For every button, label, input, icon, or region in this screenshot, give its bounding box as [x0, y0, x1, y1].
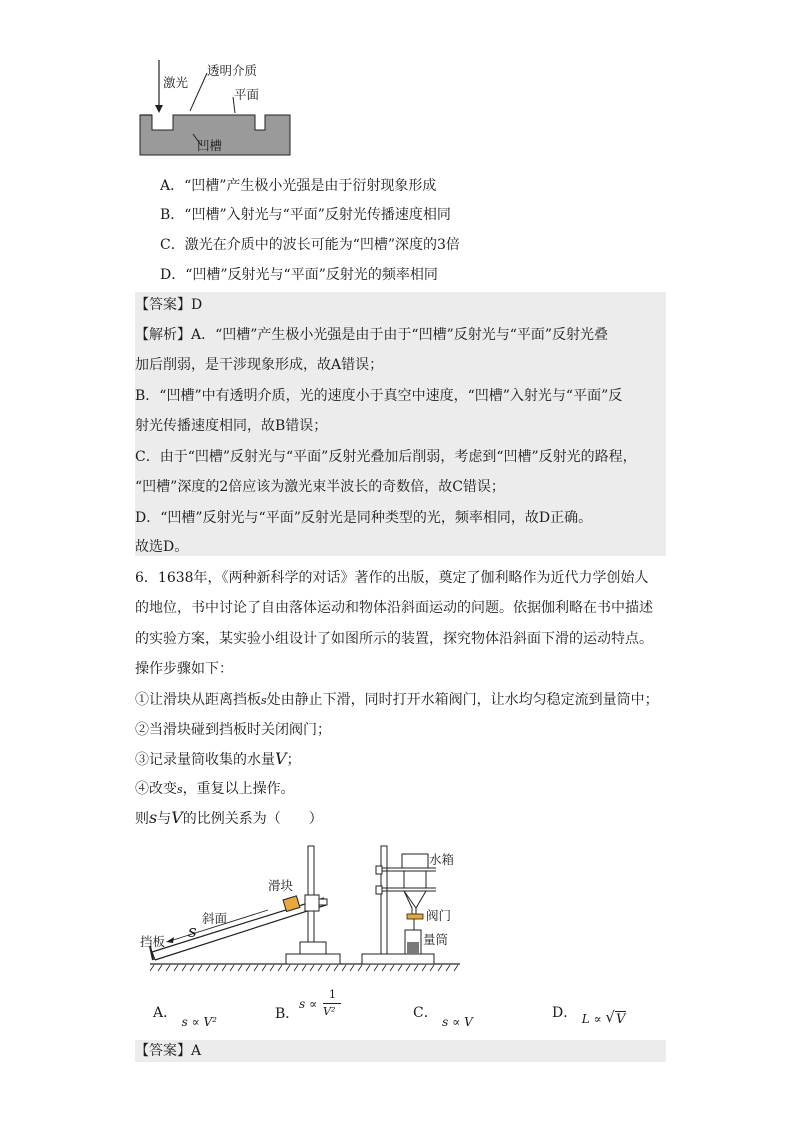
- q5-analysis-line-5: C．由于“凹槽”反射光与“平面”反射光叠加后削弱，考虑到“凹槽”反射光的路程，: [135, 449, 637, 465]
- q6-step-4-a: ④改变: [135, 781, 177, 797]
- q5-analysis-line-8: 故选D。: [135, 539, 189, 555]
- q5-option-d: D．“凹槽”反射光与“平面”反射光的频率相同: [160, 267, 438, 283]
- q5-option-a: A．“凹槽”产生极小光强是由于衍射现象形成: [160, 178, 437, 194]
- q5-analysis-line-7: D．“凹槽”反射光与“平面”反射光是同种类型的光，频率相同，故D正确。: [135, 510, 593, 526]
- q6-choice-b-label: B．: [275, 1006, 300, 1022]
- baffle-label: 挡板: [140, 934, 166, 949]
- q5-option-c: C．激光在介质中的波长可能为“凹槽”深度的3倍: [160, 237, 460, 253]
- q6-step-1: [135, 690, 659, 711]
- groove-label: 凹槽: [197, 138, 223, 153]
- laser-label: 激光: [163, 75, 189, 90]
- q6-question-v: V: [171, 808, 183, 827]
- figure-optical-disc: [135, 55, 295, 160]
- q6-choice-c: [413, 1002, 473, 1029]
- figure-incline-apparatus: [140, 838, 465, 973]
- plane-label: 平面: [234, 87, 260, 102]
- q6-question-b: 的比例关系为（ ）: [182, 811, 323, 827]
- sqrt-icon: √: [605, 1008, 615, 1026]
- q6-step-3-var: V: [275, 749, 287, 768]
- q5-analysis-line-2: 加后削弱，是干涉现象形成，故A错误；: [135, 357, 384, 373]
- q6-question-mid: 与: [157, 811, 172, 827]
- medium-label: 透明介质: [207, 63, 258, 78]
- q6-choice-d-label: D．: [552, 1005, 578, 1021]
- q6-step-1-a: ①让滑块从距离挡板: [135, 692, 261, 708]
- q6-question: [135, 808, 323, 829]
- q6-step-4-b: ，重复以上操作。: [182, 781, 295, 797]
- q6-choice-d-radicand: V: [615, 1012, 626, 1027]
- q6-choice-b-fraction-bar: [323, 1003, 341, 1004]
- q6-stem-line-4: 操作步骤如下：: [135, 661, 233, 677]
- q6-choice-a: [153, 1002, 217, 1029]
- q6-choice-b-left: s ∝: [299, 997, 318, 1011]
- ground-hatching: [150, 965, 458, 971]
- q6-stem-line-1: 6．1638年，《两种新科学的对话》著作的出版，奠定了伽利略作为近代力学创始人: [135, 570, 649, 586]
- q6-choice-c-expr: s ∝ V: [442, 1015, 473, 1029]
- q6-answer-block: [135, 1040, 666, 1062]
- tank-label: 水箱: [429, 852, 455, 867]
- q5-option-b: B．“凹槽”入射光与“平面”反射光传播速度相同: [160, 207, 451, 223]
- q6-answer: 【答案】A: [135, 1043, 202, 1059]
- q6-choice-b-numerator: 1: [329, 988, 336, 1001]
- q6-choice-b-denominator: V²: [323, 1005, 336, 1018]
- s-label: s: [188, 922, 197, 942]
- q6-step-1-b: 处由静止下滑，同时打开水箱阀门，让水均匀稳定流到量筒中；: [266, 692, 659, 708]
- q6-step-2: ②当滑块碰到挡板时关闭阀门；: [135, 722, 331, 738]
- q6-choice-d: [552, 1002, 626, 1027]
- slider-label: 滑块: [268, 878, 294, 893]
- q6-question-a: 则: [135, 811, 149, 827]
- q5-answer: 【答案】D: [135, 297, 203, 313]
- q5-analysis-line-1: 【解析】A．“凹槽”产生极小光强是由于由于“凹槽”反射光与“平面”反射光叠: [135, 327, 609, 343]
- q6-step-1-var: s: [261, 694, 267, 707]
- q6-step-4-var: s: [177, 783, 183, 796]
- q6-choice-c-label: C．: [413, 1005, 438, 1021]
- q6-step-3: [135, 749, 301, 770]
- q6-question-s: s: [149, 808, 158, 827]
- q5-analysis-line-3: B．“凹槽”中有透明介质，光的速度小于真空中速度，“凹槽”入射光与“平面”反: [135, 388, 623, 404]
- q6-stem-line-2: 的地位，书中讨论了自由落体运动和物体沿斜面运动的问题。依据伽利略在书中描述: [135, 600, 653, 616]
- q6-choice-d-left: L ∝: [581, 1012, 606, 1026]
- cylinder-label: 量筒: [423, 932, 449, 947]
- q6-choice-a-expr: s ∝ V²: [181, 1015, 217, 1029]
- q6-step-4: [135, 779, 295, 800]
- slope-label: 斜面: [202, 911, 228, 926]
- q6-step-3-b: ；: [286, 752, 301, 768]
- q5-analysis-line-4: 射光传播速度相同，故B错误；: [135, 418, 328, 434]
- valve-label: 阀门: [426, 908, 452, 923]
- incline-apparatus-diagram: [140, 838, 465, 973]
- q6-choice-a-label: A．: [153, 1005, 178, 1021]
- q6-stem-line-3: 的实验方案，某实验小组设计了如图所示的装置，探究物体沿斜面下滑的运动特点。: [135, 631, 653, 647]
- q5-analysis-line-6: “凹槽”深度的2倍应该为激光束半波长的奇数倍，故C错误；: [135, 479, 505, 495]
- q6-step-3-a: ③记录量筒收集的水量: [135, 752, 275, 768]
